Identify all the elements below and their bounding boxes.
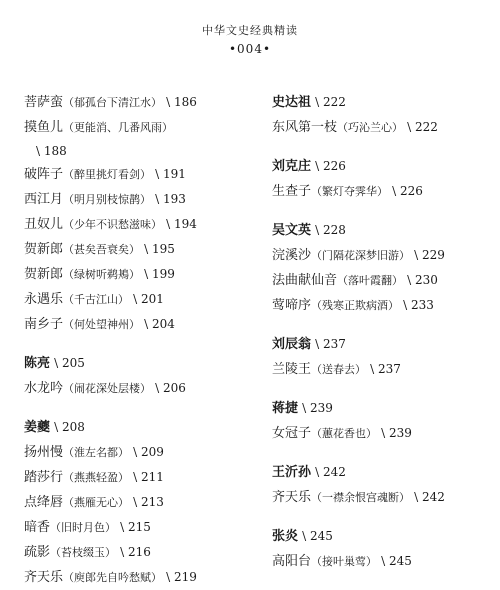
- section-gap: [272, 510, 494, 524]
- entry-title: 菩萨蛮: [24, 95, 64, 110]
- section-gap: [24, 337, 246, 351]
- entry-subtitle: （蕙花香也）: [311, 427, 378, 440]
- entry-page: \ 213: [133, 495, 164, 509]
- entry-title: 点绛唇: [24, 495, 64, 510]
- entry-title: 永遇乐: [24, 292, 64, 307]
- toc-entry[interactable]: [24, 440, 246, 465]
- entry-subtitle: （淮左名都）: [63, 446, 130, 459]
- entry-title: 丑奴儿: [24, 217, 64, 232]
- entry-subtitle: （门隔花深梦旧游）: [311, 249, 411, 262]
- entry-subtitle: （旧时月色）: [50, 521, 117, 534]
- author-heading[interactable]: [272, 218, 494, 243]
- toc-entry[interactable]: [24, 115, 246, 162]
- toc-entry[interactable]: [272, 549, 494, 574]
- author-page: \ 205: [54, 356, 85, 370]
- section-gap: [24, 401, 246, 415]
- toc-entry[interactable]: [24, 540, 246, 565]
- author-name: 姜夔: [24, 420, 51, 435]
- toc-entry[interactable]: [272, 268, 494, 293]
- entry-title: 摸鱼儿: [24, 120, 64, 135]
- author-name: 刘克庄: [272, 159, 312, 174]
- toc-entry[interactable]: [24, 162, 246, 187]
- entry-subtitle: （繁灯夺霁华）: [311, 185, 389, 198]
- entry-page: \ 215: [120, 520, 151, 534]
- author-name: 陈亮: [24, 356, 51, 371]
- toc-entry[interactable]: [24, 287, 246, 312]
- author-name: 张炎: [272, 529, 299, 544]
- toc-entry[interactable]: [272, 115, 494, 140]
- author-heading[interactable]: [272, 90, 494, 115]
- section-gap: [272, 318, 494, 332]
- entry-title: 女冠子: [272, 426, 312, 441]
- toc-entry[interactable]: [24, 565, 246, 590]
- entry-subtitle: （醉里挑灯看剑）: [63, 168, 152, 181]
- toc-entry[interactable]: [24, 465, 246, 490]
- author-heading[interactable]: [272, 460, 494, 485]
- entry-title: 踏莎行: [24, 470, 64, 485]
- entry-page: \ 233: [403, 298, 434, 312]
- entry-title: 生查子: [272, 184, 312, 199]
- section-gap: [272, 140, 494, 154]
- entry-page: \ 230: [407, 273, 438, 287]
- entry-page: \ 229: [414, 248, 445, 262]
- entry-page: \ 193: [155, 192, 186, 206]
- author-name: 刘辰翁: [272, 337, 312, 352]
- entry-page: \ 188: [36, 144, 67, 158]
- toc-entry[interactable]: [24, 515, 246, 540]
- entry-page: \ 206: [155, 381, 186, 395]
- entry-subtitle: （燕燕轻盈）: [63, 471, 130, 484]
- entry-page: \ 195: [144, 242, 175, 256]
- toc-entry[interactable]: [24, 212, 246, 237]
- entry-page: \ 216: [120, 545, 151, 559]
- section-gap: [272, 446, 494, 460]
- entry-subtitle: （送春去）: [311, 363, 367, 376]
- toc-entry[interactable]: [24, 490, 246, 515]
- toc-entry[interactable]: [24, 187, 246, 212]
- entry-subtitle: （更能消、几番风雨）: [63, 121, 174, 134]
- entry-title: 齐天乐: [272, 490, 312, 505]
- entry-subtitle: （何处望神州）: [63, 318, 141, 331]
- toc-right-column: [272, 90, 494, 574]
- entry-page: \ 209: [133, 445, 164, 459]
- entry-page: \ 237: [370, 362, 401, 376]
- author-page: \ 208: [54, 420, 85, 434]
- entry-subtitle: （燕雁无心）: [63, 496, 130, 509]
- entry-page: \ 219: [166, 570, 197, 584]
- entry-page: \ 245: [381, 554, 412, 568]
- entry-subtitle: （庾郎先自吟愁赋）: [63, 571, 163, 584]
- section-gap: [272, 382, 494, 396]
- author-name: 王沂孙: [272, 465, 312, 480]
- toc-entry[interactable]: [24, 262, 246, 287]
- toc-entry[interactable]: [272, 357, 494, 382]
- author-name: 史达祖: [272, 95, 312, 110]
- toc-entry[interactable]: [272, 485, 494, 510]
- entry-title: 兰陵王: [272, 362, 312, 377]
- entry-subtitle: （郁孤台下清江水）: [63, 96, 163, 109]
- author-heading[interactable]: [272, 154, 494, 179]
- entry-title: 贺新郎: [24, 242, 64, 257]
- entry-subtitle: （残寒正欺病酒）: [311, 299, 400, 312]
- entry-title: 水龙吟: [24, 381, 64, 396]
- author-page: \ 222: [315, 95, 346, 109]
- entry-subtitle: （巧沁兰心）: [337, 121, 404, 134]
- entry-page: \ 194: [166, 217, 197, 231]
- author-page: \ 239: [302, 401, 333, 415]
- entry-subtitle: （落叶霞翻）: [337, 274, 404, 287]
- toc-entry[interactable]: [24, 90, 246, 115]
- entry-title: 法曲献仙音: [272, 273, 338, 288]
- entry-title: 疏影: [24, 545, 51, 560]
- toc-entry[interactable]: [272, 179, 494, 204]
- entry-title: 浣溪沙: [272, 248, 312, 263]
- entry-title: 南乡子: [24, 317, 64, 332]
- author-heading[interactable]: [272, 332, 494, 357]
- entry-page: \ 199: [144, 267, 175, 281]
- author-heading[interactable]: [272, 396, 494, 421]
- series-title: 中华文史经典精读: [202, 24, 298, 37]
- entry-subtitle: （明月别枝惊鹊）: [63, 193, 152, 206]
- author-page: \ 228: [315, 223, 346, 237]
- author-page: \ 242: [315, 465, 346, 479]
- entry-page: \ 201: [133, 292, 164, 306]
- toc-entry[interactable]: [272, 293, 494, 318]
- entry-title: 扬州慢: [24, 445, 64, 460]
- entry-subtitle: （苔枝缀玉）: [50, 546, 117, 559]
- author-heading[interactable]: [24, 351, 246, 376]
- author-name: 蒋捷: [272, 401, 299, 416]
- entry-subtitle: （少年不识愁滋味）: [63, 218, 163, 231]
- entry-subtitle: （千古江山）: [63, 293, 130, 306]
- entry-subtitle: （甚矣吾衰矣）: [63, 243, 141, 256]
- author-page: \ 226: [315, 159, 346, 173]
- section-gap: [272, 204, 494, 218]
- entry-title: 贺新郎: [24, 267, 64, 282]
- entry-title: 破阵子: [24, 167, 64, 182]
- entry-subtitle: （闹花深处层楼）: [63, 382, 152, 395]
- toc-entry[interactable]: [24, 312, 246, 337]
- entry-page: \ 211: [133, 470, 164, 484]
- author-heading[interactable]: [24, 415, 246, 440]
- entry-title: 莺啼序: [272, 298, 312, 313]
- entry-page: \ 242: [414, 490, 445, 504]
- author-page: \ 245: [302, 529, 333, 543]
- entry-page: \ 222: [407, 120, 438, 134]
- entry-title: 西江月: [24, 192, 64, 207]
- entry-subtitle: （绿树听鹈鴂）: [63, 268, 141, 281]
- entry-page: \ 239: [381, 426, 412, 440]
- entry-title: 暗香: [24, 520, 51, 535]
- toc-entry[interactable]: [272, 243, 494, 268]
- entry-title: 齐天乐: [24, 570, 64, 585]
- entry-title: 东风第一枝: [272, 120, 338, 135]
- entry-subtitle: （接叶巢莺）: [311, 555, 378, 568]
- toc-entry[interactable]: [272, 421, 494, 446]
- toc-entry[interactable]: [24, 237, 246, 262]
- toc-entry[interactable]: [24, 376, 246, 401]
- entry-page: \ 204: [144, 317, 175, 331]
- entry-title: 高阳台: [272, 554, 312, 569]
- author-name: 吴文英: [272, 223, 312, 238]
- entry-subtitle: （一襟余恨宫魂断）: [311, 491, 411, 504]
- entry-page: \ 186: [166, 95, 197, 109]
- author-heading[interactable]: [272, 524, 494, 549]
- author-page: \ 237: [315, 337, 346, 351]
- toc-left-column: [24, 90, 246, 590]
- page-number: •004•: [228, 42, 272, 56]
- entry-page: \ 226: [392, 184, 423, 198]
- entry-page: \ 191: [155, 167, 186, 181]
